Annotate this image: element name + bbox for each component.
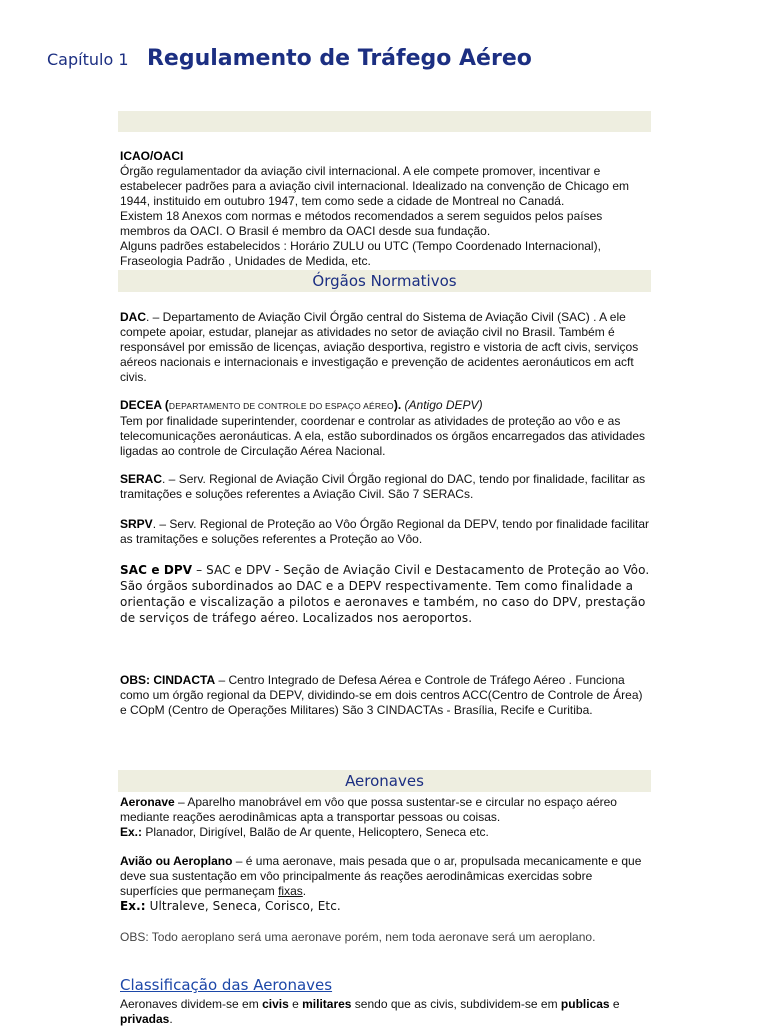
decea-close: ). (393, 398, 402, 412)
classificacao-t1: Aeronaves dividem-se em (120, 997, 263, 1011)
aeronave-term: Aeronave (120, 795, 175, 809)
decea-former: (Antigo DEPV) (404, 398, 483, 412)
aviao-ex-label: Ex.: (120, 899, 146, 913)
sac-dpv-term: SAC e DPV (120, 563, 193, 577)
decea-term: DECEA ( (120, 398, 169, 412)
aeronave-ex-text: Planador, Dirigível, Balão de Ar quente, Helicoptero, Seneca etc. (142, 825, 489, 839)
srpv-term: SRPV (120, 517, 153, 531)
aviao-term: Avião ou Aeroplano (120, 854, 233, 868)
classificacao-publicas: publicas (560, 997, 610, 1011)
icao-section (120, 149, 652, 269)
decea-expansion: DEPARTAMENTO DE CONTROLE DO ESPAÇO AÉREO (168, 401, 394, 411)
classificacao-t5: . (169, 1012, 173, 1026)
classificacao-civis: civis (262, 997, 289, 1011)
empty-band (118, 111, 651, 132)
classificacao-t3: sendo que as civis, subdividem-se em (351, 997, 561, 1011)
sac-dpv-text-2: São órgãos subordinados ao DAC e a DEPV respectivamente. Tem como finalidade a orientação e viscalização a pilotos e aeronaves e também, no caso do DPV, prestação de serviços de tráfego aéreo. Localizados nos aeroportos. (120, 579, 646, 625)
icao-paragraph-3: Alguns padrões estabelecidos : Horário ZULU ou UTC (Tempo Coordenado Internacional), Fraseologia Padrão , Unidades de Medida, etc. (120, 239, 601, 268)
dac-text: . – Departamento de Aviação Civil Órgão central do Sistema de Aviação Civil (SAC) . A ele compete apoiar, estudar, planejar as atividades no setor de aviação civil no Brasil. Também é responsável por emissão de licenças, aviação desportiva, registro e vistoria de acft civis, serviços aéreos nacionais e internacionais e investigação e prevenção de acidentes aeronáuticos em acft civis. (120, 310, 639, 384)
chapter-label: Capítulo 1 (47, 50, 129, 69)
classificacao-t2: e (288, 997, 303, 1011)
aviao-text: – é uma aeronave, mais pesada que o ar, propulsada mecanicamente e que deve sua sustentação em vôo principalmente ás reações aerodinâmicas exercidas sobre superfícies que permaneçam (120, 854, 642, 898)
icao-paragraph-2: Existem 18 Anexos com normas e métodos recomendados a serem seguidos pelos países membros da OACI. O Brasil é membro da OACI desde sua fundação. (120, 209, 603, 238)
cindacta-text: – Centro Integrado de Defesa Aérea e Controle de Tráfego Aéreo . Funciona como um órgão regional da DEPV, dividindo-se em dois centros ACC(Centro de Controle de Área) e COpM (Centro de Operações Militares) São 3 CINDACTAs - Brasília, Recife e Curitiba. (120, 673, 643, 717)
chapter-header (47, 46, 532, 71)
section-heading-orgaos: Órgãos Normativos (118, 270, 651, 292)
serac-text: . – Serv. Regional de Aviação Civil Órgão regional do DAC, tendo por finalidade, facilitar as tramitações e soluções referentes a Aviação Civil. São 7 SERACs. (120, 472, 646, 501)
serac-term: SERAC (120, 472, 163, 486)
icao-paragraph-1: Órgão regulamentador da aviação civil internacional. A ele compete promover, incentivar e estabelecer padrões para a aviação civil internacional. Idealizado na convenção de Chicago em 1944, instituido em outubro 1947, tem como sede a cidade de Montreal no Canadá. (120, 164, 629, 208)
aviao-entry (120, 854, 652, 914)
classificacao-title[interactable]: Classificação das Aeronaves (120, 976, 333, 994)
srpv-entry (120, 517, 652, 547)
serac-entry (120, 472, 652, 502)
srpv-text: . – Serv. Regional de Proteção ao Vôo Órgão Regional da DEPV, tendo por finalidade facilitar as tramitações e soluções referentes a Proteção ao Vôo. (120, 517, 649, 546)
sac-dpv-text: – SAC e DPV - Seção de Aviação Civil e Destacamento de Proteção ao Vôo. (192, 563, 650, 577)
decea-entry (120, 398, 652, 459)
aeronave-entry (120, 795, 652, 840)
classificacao-entry (120, 997, 652, 1027)
sac-dpv-entry (120, 562, 652, 626)
aviao-ex-text: Ultraleve, Seneca, Corisco, Etc. (145, 899, 341, 913)
dac-term: DAC (120, 310, 146, 324)
aeronave-text: – Aparelho manobrável em vôo que possa sustentar-se e circular no espaço aéreo mediante reações aerodinâmicas apta a transportar pessoas ou coisas. (120, 795, 617, 824)
chapter-title: Regulamento de Tráfego Aéreo (146, 46, 532, 71)
aeronave-ex-label: Ex.: (120, 825, 143, 839)
aviao-underlined: fixas (278, 884, 303, 898)
cindacta-entry (120, 673, 652, 718)
aviao-end: . (302, 884, 307, 898)
icao-title: ICAO/OACI (120, 149, 184, 163)
classificacao-privadas: privadas (120, 1012, 170, 1026)
classificacao-militares: militares (302, 997, 352, 1011)
section-heading-aeronaves: Aeronaves (118, 770, 651, 792)
obs-aeroplano: OBS: Todo aeroplano será uma aeronave porém, nem toda aeronave será um aeroplano. (120, 930, 596, 944)
decea-text: Tem por finalidade superintender, coordenar e controlar as atividades de proteção ao vôo e as telecomunicações aeronáuticas. A ela, estão subordinados os órgãos encarregados das atividades ligadas ao controle de Circulação Aérea Nacional. (120, 414, 646, 458)
dac-entry (120, 310, 652, 385)
classificacao-t4: e (609, 997, 620, 1011)
cindacta-term: OBS: CINDACTA (120, 673, 216, 687)
